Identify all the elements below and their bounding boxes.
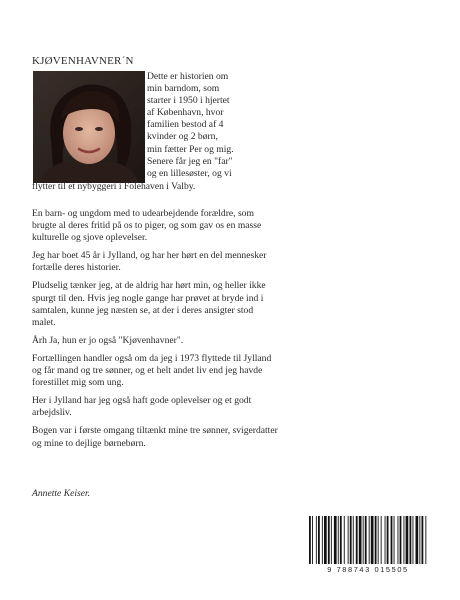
paragraph: Her i Jylland har jeg også haft gode oplevelser og et godt arbejdsliv. — [32, 395, 252, 419]
isbn-barcode — [303, 514, 433, 566]
intro-line: kvinder og 2 børn, — [147, 131, 218, 143]
paragraph: Pludselig tænker jeg, at de aldrig har hørt min, og heller ikke spurgt til den. Hvis jeg nogle gange har prøvet at bryde ind i samtalen, kunne jeg næsten se, at der i deres ansigter stod malet. — [32, 280, 266, 328]
intro-continuation: flytter til et nybyggeri i Folehaven i Valby. — [32, 181, 196, 192]
page-title: KJØVENHAVNER´N — [32, 55, 134, 67]
paragraph: Fortællingen handler også om da jeg i 1973 flyttede til Jylland og får mand og tre sønner, og et helt andet liv end jeg havde forestillet mig som ung. — [32, 352, 272, 389]
intro-line: min fætter Per og mig. — [147, 143, 234, 155]
intro-line: min barndom, som — [147, 83, 220, 95]
intro-line: Senere får jeg en "far" — [147, 155, 233, 167]
author-signature: Annette Keiser. — [32, 488, 91, 499]
barcode-bars — [303, 514, 433, 566]
body-text — [32, 208, 278, 456]
isbn-number: 9 788743 015505 — [327, 565, 409, 574]
intro-text — [147, 71, 278, 180]
paragraph: Bogen var i første omgang tiltænkt mine tre sønner, svigerdatter og mine to dejlige børnebørn. — [32, 425, 278, 449]
intro-line: og en lillesøster, og vi — [147, 167, 232, 179]
paragraph: Årh Ja, hun er jo også "Kjøvenhavner". — [32, 334, 184, 346]
intro-line: starter i 1950 i hjertet — [147, 95, 230, 107]
paragraph: En barn- og ungdom med to udearbejdende forældre, som brugte al deres fritid på os to piger, og som gav os en masse kulturelle og sjove oplevelser. — [32, 208, 262, 244]
intro-line: af København, hvor — [147, 107, 224, 119]
author-portrait-image — [33, 71, 145, 183]
intro-line: familien bestod af 4 — [147, 119, 224, 131]
paragraph: Jeg har boet 45 år i Jylland, og har her hørt en del mennesker fortælle deres historier. — [32, 250, 267, 274]
author-photo — [33, 71, 145, 183]
intro-line: Dette er historien om — [147, 71, 229, 82]
